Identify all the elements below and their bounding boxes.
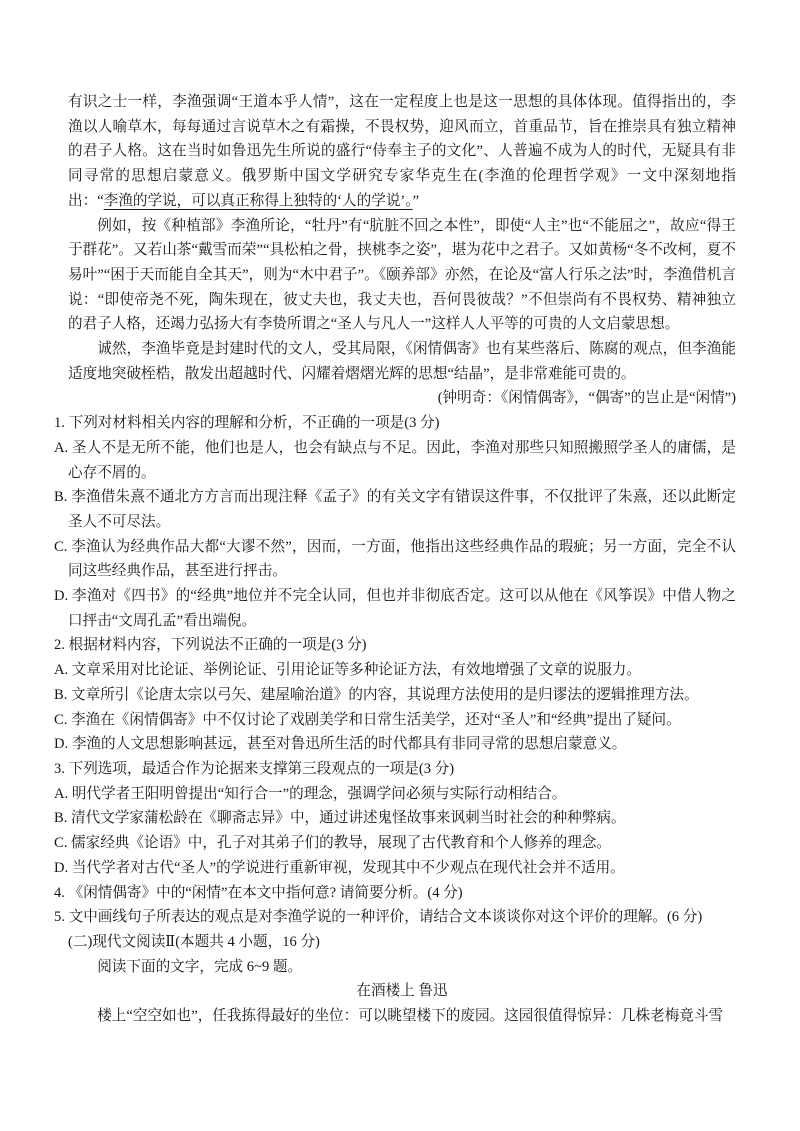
question-3-option-a: A. 明代学者王阳明曾提出“知行合一”的理念，强调学问必须与实际行动相结合。	[54, 785, 567, 802]
section-2-heading: (二)现代文阅读Ⅱ(本题共 4 小题，16 分)	[68, 933, 320, 950]
question-3-stem: 3. 下列选项，最适合作为论据来支撑第三段观点的一项是(3 分)	[54, 760, 455, 777]
section-2-instruction: 阅读下面的文字，完成 6~9 题。	[97, 958, 303, 975]
passage-paragraph-1	[68, 90, 736, 214]
question-2-option-d: D. 李渔的人文思想影响甚远，甚至对鲁迅所生活的时代都具有非同寻常的思想启蒙意义。	[54, 736, 627, 753]
question-1-option-b: B. 李渔借朱熹不通北方方言而出现注释《孟子》的有关文字有错误这件事，不仅批评了朱熹，还以此断定圣人不可尽法。	[54, 489, 736, 530]
passage-paragraph-3: 诚然，李渔毕竟是封建时代的文人，受其局限，《闲情偶寄》也有某些落后、陈腐的观点，但李渔能适度地突破桎梏，散发出超越时代、闪耀着熠熠光辉的思想“结晶”，是非常难能可贵的。	[68, 341, 736, 382]
question-3-option-c: C. 儒家经典《论语》中，孔子对其弟子们的教导，展现了古代教育和个人修养的理念。	[54, 835, 612, 852]
page-content	[54, 90, 736, 1029]
reading-title: 在酒楼上 鲁迅	[356, 983, 448, 1000]
question-1-option-c: C. 李渔认为经典作品大都“大谬不然”，因而，一方面，他指出这些经典作品的瑕疵；另一方面，完全不认同这些经典作品，甚至进行抨击。	[54, 538, 736, 580]
question-2-stem: 2. 根据材料内容，下列说法不正确的一项是(3 分)	[54, 637, 367, 654]
question-3-option-b: B. 清代文学家蒲松龄在《聊斋志异》中，通过讲述鬼怪故事来讽刺当时社会的种种弊病。	[54, 810, 626, 827]
reading-paragraph-1: 楼上“空空如也”，任我拣得最好的坐位：可以眺望楼下的废园。这园很值得惊异：几株老梅竟斗雪	[97, 1008, 724, 1025]
question-4-stem: 4. 《闲情偶寄》中的“闲情”在本文中指何意? 请简要分析。(4 分)	[54, 884, 463, 901]
passage-paragraph-2: 例如，按《种植部》李渔所论，“牡丹”有“肮脏不回之本性”，即使“人主”也“不能屈之”，故应“得王于群花”。又若山茶“戴雪而荣”“具松柏之骨，挟桃李之姿”，堪为花中之君子。又如黄杨“冬不改柯，夏不易叶”“困于天而能自全其天”，则为“木中君子”。《颐养部》亦然，在论及“富人行乐之法”时，李渔借机言说：“即使帝尧不死，陶朱现在，彼丈夫也，我丈夫也，吾何畏彼哉？”不但崇尚有不畏权势、精神独立的君子人格，还竭力弘扬大有李贽所谓之“圣人与凡人一”这样人人平等的可贵的人文启蒙思想。	[68, 217, 736, 333]
question-1-stem: 1. 下列对材料相关内容的理解和分析，不正确的一项是(3 分)	[54, 415, 440, 432]
question-3-option-d: D. 当代学者对古代“圣人”的学说进行重新审视，发现其中不少观点在现代社会并不适用。	[54, 859, 625, 876]
passage-text: ”	[412, 192, 420, 209]
question-2-option-a: A. 文章采用对比论证、举例论证、引用论证等多种论证方法，有效地增强了文章的说服力。	[54, 662, 641, 679]
question-1-option-d: D. 李渔对《四书》的“经典”地位并不完全认同，但也并非彻底否定。这可以从他在《风筝误》中借人物之口抨击“文周孔孟”看出端倪。	[54, 588, 736, 629]
question-1-option-a: A. 圣人不是无所不能，他们也是人，也会有缺点与不足。因此，李渔对那些只知照搬照学圣人的庸儒，是心存不屑的。	[54, 439, 736, 481]
question-2-option-b: B. 文章所引《论唐太宗以弓矢、建屋喻治道》的内容，其说理方法使用的是归谬法的逻辑推理方法。	[54, 686, 699, 703]
question-5-stem: 5. 文中画线句子所表达的观点是对李渔学说的一种评价，请结合文本谈谈你对这个评价的理解。(6 分)	[54, 909, 703, 926]
underlined-quote: 李渔的学说，可以真正称得上独特的‘人的学说’。	[103, 192, 413, 209]
passage-text: 有识之士一样，李渔强调“王道本乎人情”，这在一定程度上也是这一思想的具体体现。值得指出的，李渔以人喻草木，每每通过言说草木之有霜操，不畏权势，迎风而立，首重品节，旨在推崇具有独立精神的君子人格。这在当时如鲁迅先生所说的盛行“侍奉主子的文化”、人普遍不成为人的时代，无疑具有非同寻常的思想启蒙意义。俄罗斯中国文学研究专家华克生在(李渔的伦理哲学观》一文中深刻地指出：“	[68, 94, 736, 209]
passage-attribution: (钟明奇：《闲情偶寄》，“偶寄”的岂止是“闲情”)	[437, 390, 736, 407]
question-2-option-c: C. 李渔在《闲情偶寄》中不仅讨论了戏剧美学和日常生活美学，还对“圣人”和“经典”提出了疑问。	[54, 711, 681, 728]
